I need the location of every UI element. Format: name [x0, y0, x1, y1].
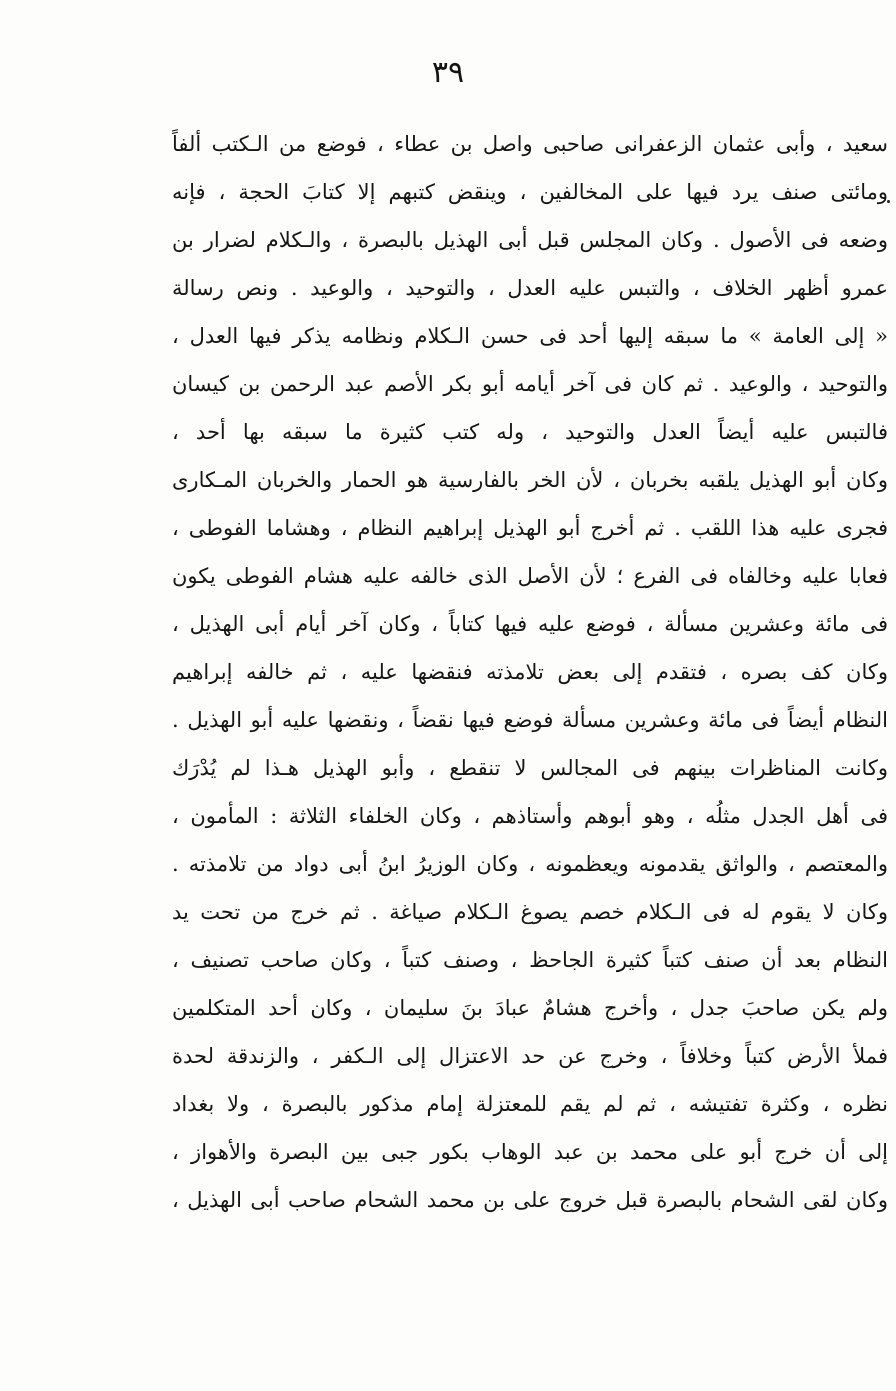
text-line: فجرى عليه هذا اللقب . ثم أخرج أبو الهذيل إبراهيم النظام ، وهشاما الفوطى ، [172, 516, 888, 540]
text-line: وكان كف بصره ، فتقدم إلى بعض تلامذته فنقضها عليه ، ثم خالفه إبراهيم [172, 660, 888, 684]
page-number: ٣٩ [431, 55, 465, 90]
text-line: ومائتى صنف يرد فيها على المخالفين ، وينقض كتبهم إلا كتابَ الحجة ، فإنه [172, 180, 888, 204]
text-line: النظام بعد أن صنف كتباً كثيرة الجاحظ ، وصنف كتباً ، وكان صاحب تصنيف ، [172, 948, 888, 972]
text-line: فى مائة وعشرين مسألة ، فوضع عليه فيها كتاباً ، وكان آخر أيام أبى الهذيل ، [172, 612, 888, 636]
text-line: فعابا عليه وخالفاه فى الفرع ؛ لأن الأصل الذى خالفه عليه هشام الفوطى يكون [172, 564, 888, 588]
text-line: وضعه فى الأصول . وكان المجلس قبل أبى الهذيل بالبصرة ، والـكلام لضرار بن [172, 228, 888, 252]
body-text [172, 120, 888, 1224]
text-line: فالتبس عليه أيضاً العدل والتوحيد ، وله كتب كثيرة ما سبقه بها أحد ، [172, 420, 888, 444]
text-line: عمرو أظهر الخلاف ، والتبس عليه العدل ، والتوحيد ، والوعيد . ونص رسالة [172, 276, 888, 300]
text-line: « إلى العامة » ما سبقه إليها أحد فى حسن الـكلام ونظامه يذكر فيها العدل ، [172, 324, 888, 348]
text-line: إلى أن خرج أبو على محمد بن عبد الوهاب بكور جبى بين البصرة والأهواز ، [172, 1140, 888, 1164]
text-line: ولم يكن صاحبَ جدل ، وأخرج هشامٌ عبادَ بنَ سليمان ، وكان أحد المتكلمين [172, 996, 888, 1020]
text-line: وكان لا يقوم له فى الـكلام خصم يصوغ الـكلام صياغة . ثم خرج من تحت يد [172, 900, 888, 924]
text-line: النظام أيضاً فى مائة وعشرين مسألة فوضع فيها نقضاً ، ونقضها عليه أبو الهذيل . [172, 708, 888, 732]
text-line: فملأ الأرض كتباً وخلافاً ، وخرج عن حد الاعتزال إلى الـكفر ، والزندقة لحدة [172, 1044, 888, 1068]
text-line: وكان أبو الهذيل يلقبه بخربان ، لأن الخر بالفارسية هو الحمار والخربان المـكارى [172, 468, 888, 492]
text-line: سعيد ، وأبى عثمان الزعفرانى صاحبى واصل بن عطاء ، فوضع من الـكتب ألفاً [172, 132, 888, 156]
text-line: فى أهل الجدل مثلُه ، وهو أبوهم وأستاذهم ، وكان الخلفاء الثلاثة : المأمون ، [172, 804, 888, 828]
text-line: وكان لقى الشحام بالبصرة قبل خروج على بن محمد الشحام صاحب أبى الهذيل ، [172, 1188, 888, 1212]
text-line: وكانت المناظرات بينهم فى المجالس لا تنقطع ، وأبو الهذيل هـذا لم يُدْرَك [172, 756, 888, 780]
text-line: نظره ، وكثرة تفتيشه ، ثم لم يقم للمعتزلة إمام مذكور بالبصرة ، ولا بغداد [172, 1092, 888, 1116]
text-line: والمعتصم ، والواثق يقدمونه ويعظمونه ، وكان الوزيرُ ابنُ أبى دواد من تلامذته . [172, 852, 888, 876]
text-line: والتوحيد ، والوعيد . ثم كان فى آخر أيامه أبو بكر الأصم عبد الرحمن بن كيسان [172, 372, 888, 396]
